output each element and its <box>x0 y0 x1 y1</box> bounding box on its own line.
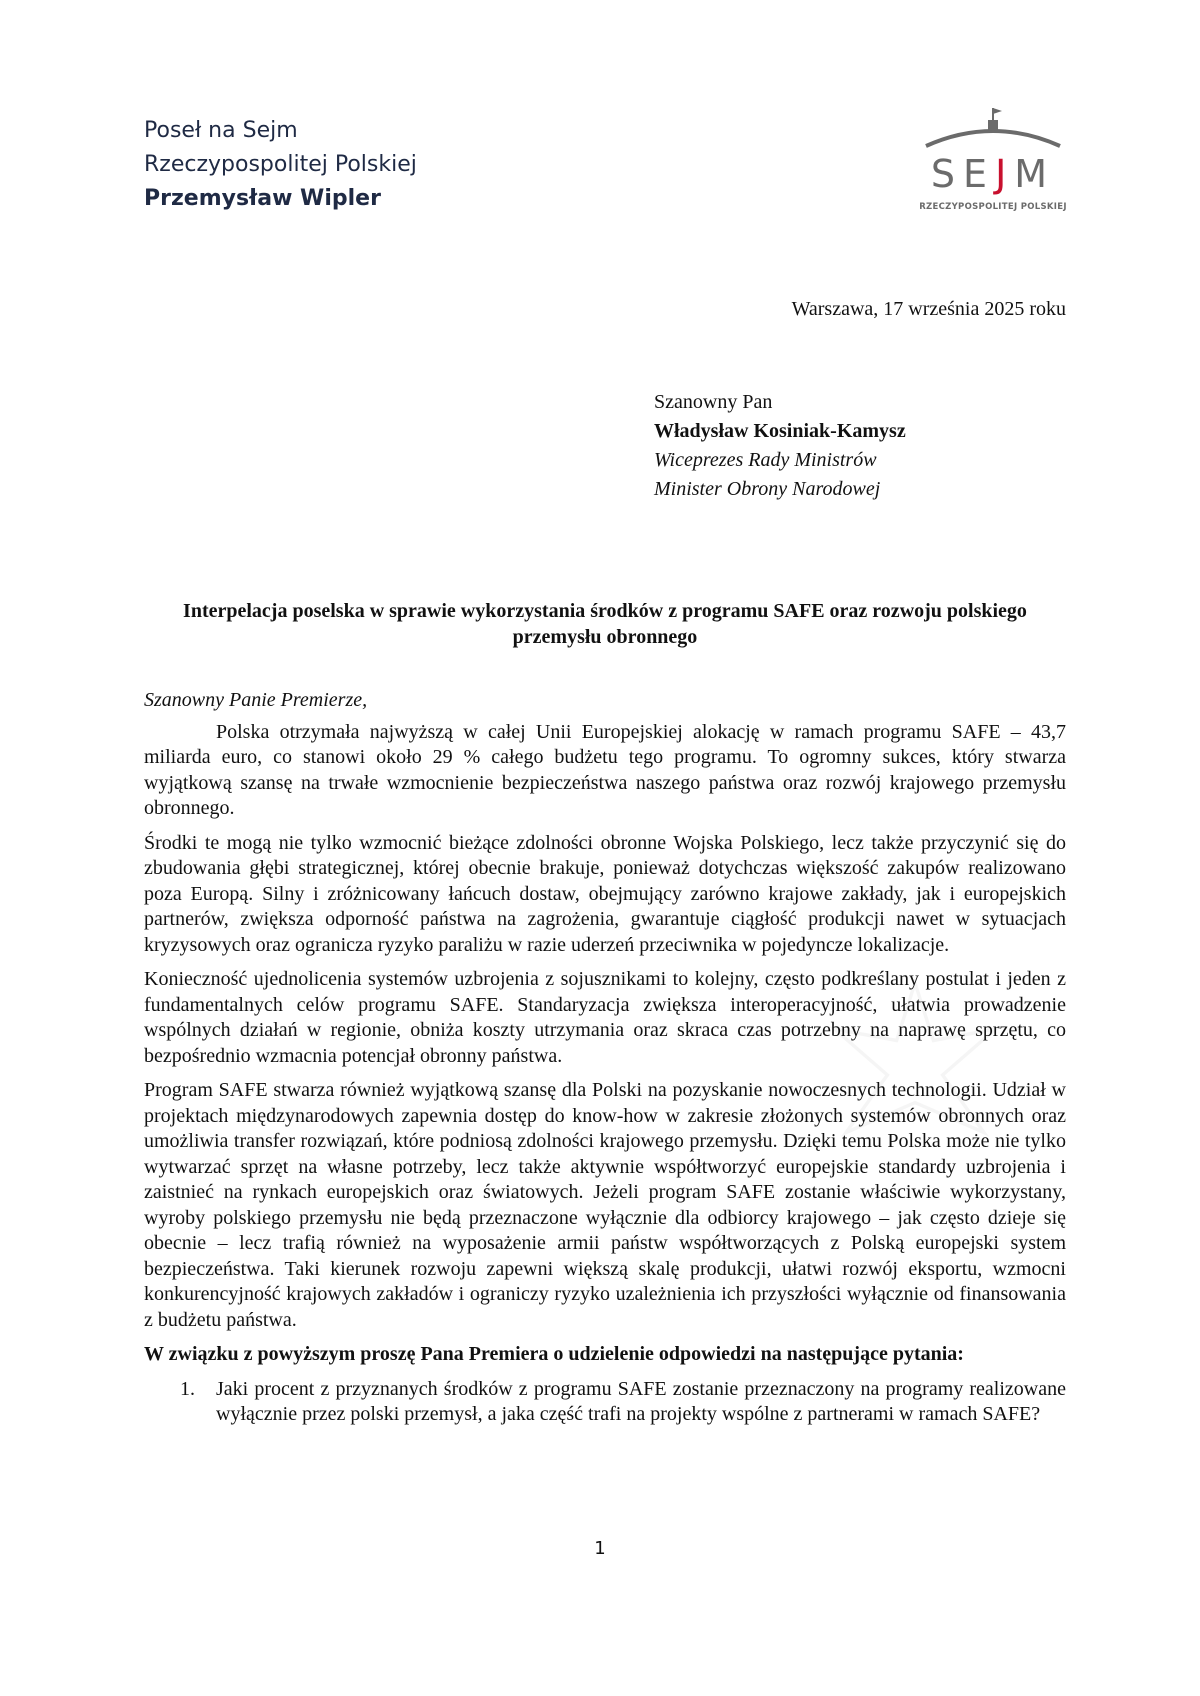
sejm-logo <box>918 106 1068 216</box>
sejm-wordmark-j: J <box>995 152 1015 196</box>
author-header <box>144 114 417 216</box>
recipient-role-1: Wiceprezes Rady Ministrów <box>654 449 877 471</box>
author-title-line2: Rzeczypospolitej Polskiej <box>144 152 417 177</box>
paragraph: Polska otrzymała najwyższą w całej Unii Europejskiej alokację w ramach programu SAFE – 43,7 miliarda euro, co stanowi około 29 % całego budżetu tego programu. To ogromny sukces, który stwarza wyjątkową szansę na trwałe wzmocnienie bezpieczeństwa naszego państwa oraz rozwój krajowego przemysłu obronnego. <box>144 720 1066 819</box>
sejm-subtitle: RZECZYPOSPOLITEJ POLSKIEJ <box>919 202 1067 212</box>
letter-date: Warszawa, 17 września 2025 roku <box>791 298 1066 320</box>
questions-list <box>144 1377 1066 1428</box>
letter-body <box>144 688 1066 1428</box>
sejm-dome-icon <box>918 106 1068 156</box>
sejm-wordmark <box>918 152 1068 196</box>
sejm-wordmark-right: M <box>1014 152 1056 196</box>
paragraph: Program SAFE stwarza również wyjątkową szansę dla Polski na pozyskanie nowoczesnych technologii. Udział w projektach międzynarodowych zapewnia dostęp do know-how w zakresie złożonych systemów obronnych oraz umożliwia transfer rozwiązań, które podniosą zdolności krajowego przemysłu. Dzięki temu Polska może nie tylko wytwarzać sprzęt na własne potrzeby, lecz także aktywnie współtworzyć europejskie standardy uzbrojenia i zaistnieć na rynkach europejskich oraz światowych. Jeżeli program SAFE zostanie właściwie wykorzystany, wyroby polskiego przemysłu nie będą przeznaczone wyłącznie dla odbiorcy krajowego – jak często dzieje się obecnie – lecz trafią również na wyposażenie armii państw współtworzących z Polską europejski system bezpieczeństwa. Taki kierunek rozwoju zapewni większą skalę produkcji, ułatwi rozwój eksportu, wzmocni konkurencyjność krajowych zakładów i ograniczy ryzyko uzależnienia ich przyszłości wyłącznie od finansowania z budżetu państwa. <box>144 1079 1066 1331</box>
questions-intro: W związku z powyższym proszę Pana Premiera o udzielenie odpowiedzi na następujące pytania: <box>144 1343 964 1365</box>
letter-salutation: Szanowny Panie Premierze, <box>144 689 368 711</box>
recipient-name: Władysław Kosiniak-Kamysz <box>654 420 906 442</box>
paragraph: Konieczność ujednolicenia systemów uzbrojenia z sojusznikami to kolejny, często podkreślany postulat i jeden z fundamentalnych celów programu SAFE. Standaryzacja zwiększa interoperacyjność, ułatwia prowadzenie wspólnych działań w regionie, obniża koszty utrzymania oraz skraca czas potrzebny na naprawę sprzętu, co bezpośrednio wzmacnia potencjał obronny państwa. <box>144 968 1066 1067</box>
recipient-role-2: Minister Obrony Narodowej <box>654 478 881 500</box>
recipient-salutation: Szanowny Pan <box>654 391 773 413</box>
list-item <box>144 1377 1066 1428</box>
author-title-line1: Poseł na Sejm <box>144 118 298 143</box>
page-number: 1 <box>594 1538 606 1559</box>
question-number: 1. <box>180 1377 195 1400</box>
interpellation-title: Interpelacja poselska w sprawie wykorzystania środków z programu SAFE oraz rozwoju polskiego przemysłu obronnego <box>183 600 1027 648</box>
author-name: Przemysław Wipler <box>144 186 381 211</box>
sejm-wordmark-left: SE <box>930 152 996 196</box>
paragraph: Środki te mogą nie tylko wzmocnić bieżące zdolności obronne Wojska Polskiego, lecz także przyczynić się do zbudowania głębi strategicznej, której obecnie brakuje, ponieważ dotychczas większość zakupów realizowano poza Europą. Silny i zróżnicowany łańcuch dostaw, obejmujący zarówno krajowe zakłady, jak i europejskich partnerów, zwiększa odporność państwa na zagrożenia, gwarantuje ciągłość produkcji nawet w sytuacjach kryzysowych oraz ogranicza ryzyko paraliżu w razie uderzeń przeciwnika w pojedyncze lokalizacje. <box>144 831 1066 956</box>
recipient-block <box>654 388 906 504</box>
question-text: Jaki procent z przyznanych środków z programu SAFE zostanie przeznaczony na programy realizowane wyłącznie przez polski przemysł, a jaka część trafi na projekty wspólne z partnerami w ramach SAFE? <box>216 1377 1066 1425</box>
